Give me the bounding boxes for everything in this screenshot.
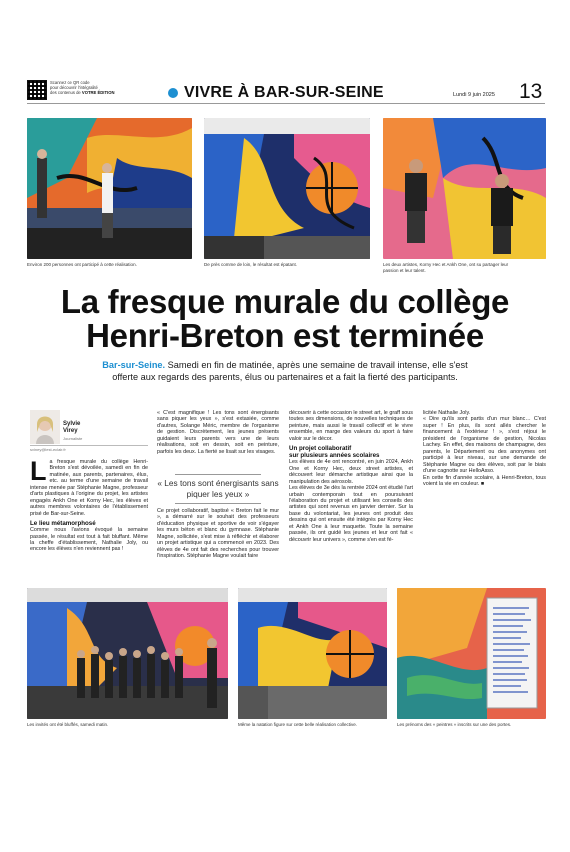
paragraph-text: a fresque murale du collège Henri-Breton s'est dévoilée, samedi en fin de matinée, aux parents, partenaires, élus, etc. au terme d'une semaine de travail intense menée par Stéphanie Magne, professeur d'arts plastiques à l'origine du projet, les artistes engagés Ankh One et Korny Hec, les élèves et autres membres volontaires de l'établissement prisé de Bar-sur-Seine. bbox=[30, 459, 148, 517]
mural-illustration-icon bbox=[27, 118, 192, 259]
photo-caption: Même la natation figure sur cette belle réalisation collective. bbox=[238, 722, 358, 727]
author-email[interactable]: sviney@lest-eclair.fr bbox=[30, 447, 66, 452]
article-column-4 bbox=[423, 410, 546, 487]
photo-mural-wide bbox=[204, 118, 370, 259]
pull-quote: « Les tons sont énergisants sans piquer les yeux » bbox=[157, 478, 279, 499]
paragraph: Les élèves de 3e dès la rentrée 2024 ont étudié l'art urbain contemporain tout en poursuivant l'élaboration du projet et utilisant les conseils des artistes qui sont revenus en janvier dernier. Sur la base du volontariat, les jeunes ont produit des dessins qui ont ensuite été intégrés par Korny Hec et Ankh One à leur maquette. Toute la semaine passée, ils ont guidé les jeunes et leur ont fait « découvrir leur univers », comme s'en est fé- bbox=[289, 485, 413, 543]
qr-line-1: Scannez ce QR code bbox=[50, 80, 90, 85]
photo-caption: De près comme de loin, le résultat est épatant. bbox=[204, 262, 298, 267]
photo-door-names bbox=[397, 588, 546, 719]
mural-illustration-icon bbox=[383, 118, 546, 259]
subheading-line-1: Un projet collaboratif bbox=[289, 445, 352, 453]
article-column-2 bbox=[157, 410, 279, 455]
paragraph: Les élèves de 4e ont rencontré, en juin 2024, Ankh One et Korny Hec, deux street artistes, et découvert leur démarche artistique ainsi que la manipulation des aérosols. bbox=[289, 459, 413, 485]
title-line-2: Henri-Breton est terminée bbox=[86, 317, 484, 354]
paragraph bbox=[30, 456, 148, 517]
header-divider bbox=[27, 103, 545, 104]
paragraph: « Dire qu'ils sont partis d'un mur blanc… C'est super ! En plus, ils sont allés chercher le financement à l'extérieur ! », s'est réjoui le président de l'organisme de gestion, Nicolas Lachey. En effet, des maisons de champagne, des parents, le Département ou des anonymes ont participé à leur niveau, sur une demande de Stéphanie Magne ou des élèves, soit par le biais d'une cagnotte sur HelloAsso. bbox=[423, 416, 546, 475]
author-avatar bbox=[30, 410, 60, 444]
article-title bbox=[20, 285, 550, 353]
subheading: Le lieu métamorphosé bbox=[30, 520, 96, 528]
paragraph: Comme nous l'avions évoqué la semaine passée, le résultat est tout à fait bluffant. Même la cheffe d'établissement, Nathalie Joly, ou encore les élèves n'en reviennent pas ! bbox=[30, 527, 148, 553]
door-illustration-icon bbox=[397, 588, 546, 719]
paragraph bbox=[423, 475, 546, 488]
paragraph: Ce projet collaboratif, baptisé « Breton fait le mur », a démarré sur le souhait des professeurs d'éducation physique et sportive de voir s'égayer les murs béton et blanc du gymnase. Stéphanie Magne, sollicitée, s'est mise à réfléchir et élaborer un projet artistique qui a commencé en 2023. Des élèves de 4e ont fait des recherches pour trouver l'inspiration. Stéphanie Magne voulait faire bbox=[157, 508, 279, 560]
paragraph-text: En cette fin d'année scolaire, à Henri-Breton, tous voient la vie en couleur. bbox=[423, 474, 546, 487]
photo-artists bbox=[383, 118, 546, 259]
author-name bbox=[63, 421, 80, 435]
author-divider bbox=[30, 445, 148, 446]
qr-line-2: pour découvrir l'intégralité bbox=[50, 85, 98, 90]
author-role: Journaliste bbox=[63, 436, 83, 441]
end-mark-icon: ■ bbox=[480, 480, 485, 487]
quote-top-rule bbox=[175, 474, 261, 475]
article-column-2-continued bbox=[157, 508, 279, 560]
crowd-illustration-icon bbox=[27, 588, 228, 719]
paragraph: licitée Nathalie Joly. bbox=[423, 410, 471, 416]
qr-caption bbox=[50, 80, 130, 95]
author-last-name: Virey bbox=[63, 428, 78, 434]
photo-swimming-mural bbox=[238, 588, 387, 719]
issue-date: Lundi 9 juin 2025 bbox=[453, 92, 495, 98]
photo-caption: Environ 200 personnes ont participé à cette réalisation. bbox=[27, 262, 137, 267]
page-number: 13 bbox=[519, 80, 543, 103]
author-first-name: Sylvie bbox=[63, 421, 81, 427]
chapo-text: Samedi en fin de matinée, après une semaine de travail intense, elle s'est offerte aux regards des parents, élus ou partenaires et a fait la fierté des participants. bbox=[112, 360, 468, 382]
paragraph: « C'est magnifique ! Les tons sont énergisants sans piquer les yeux », s'est extasiée, comme d'autres, Solange Méric, membre de l'organisme de gestion. Discrètement, les jeunes présents guidaient leurs parents vers une de leurs réalisations, soit en dessin, soit en peinture, parfois les deux. La fierté se lisait sur les visages. bbox=[157, 410, 279, 455]
mural-illustration-icon bbox=[204, 118, 370, 259]
mural-illustration-icon bbox=[238, 588, 387, 719]
drop-cap: L bbox=[30, 456, 47, 486]
photo-mural-painting bbox=[27, 118, 192, 259]
qr-code[interactable] bbox=[27, 80, 47, 100]
article-column-1 bbox=[30, 456, 148, 553]
photo-caption: Les prénoms des « peintres » inscrits sur une des portes. bbox=[397, 722, 512, 727]
qr-line-3 bbox=[50, 90, 130, 95]
avatar-icon bbox=[30, 410, 60, 444]
title-line-1: La fresque murale du collège bbox=[60, 283, 510, 320]
section-rubric bbox=[168, 84, 384, 102]
bullet-dot-icon bbox=[168, 88, 178, 98]
qr-line-3-prefix: des contenus de bbox=[50, 90, 82, 95]
article-chapo bbox=[100, 359, 470, 383]
qr-line-3-bold: VOTRE ÉDITION bbox=[81, 90, 115, 95]
subheading-line-2: sur plusieurs années scolaires bbox=[289, 452, 380, 460]
photo-caption: Les invités ont été bluffés, samedi matin. bbox=[27, 722, 109, 727]
photo-guests bbox=[27, 588, 228, 719]
paragraph: découvrir à cette occasion le street art, le graff sous toutes ses dimensions, de nouvelles techniques de peinture, mais aussi le travail collectif et le vivre ensemble, en marge des valeurs du sport à faire valoir sur le décor. bbox=[289, 410, 413, 442]
quote-bottom-rule bbox=[175, 503, 261, 504]
rubric-label: VIVRE À BAR-SUR-SEINE bbox=[184, 84, 384, 101]
photo-caption: Les deux artistes, Korny Hec et Ankh One, ont su partager leur passion et leur talent. bbox=[383, 262, 509, 273]
article-column-3 bbox=[289, 410, 413, 543]
chapo-location: Bar-sur-Seine. bbox=[102, 360, 166, 370]
